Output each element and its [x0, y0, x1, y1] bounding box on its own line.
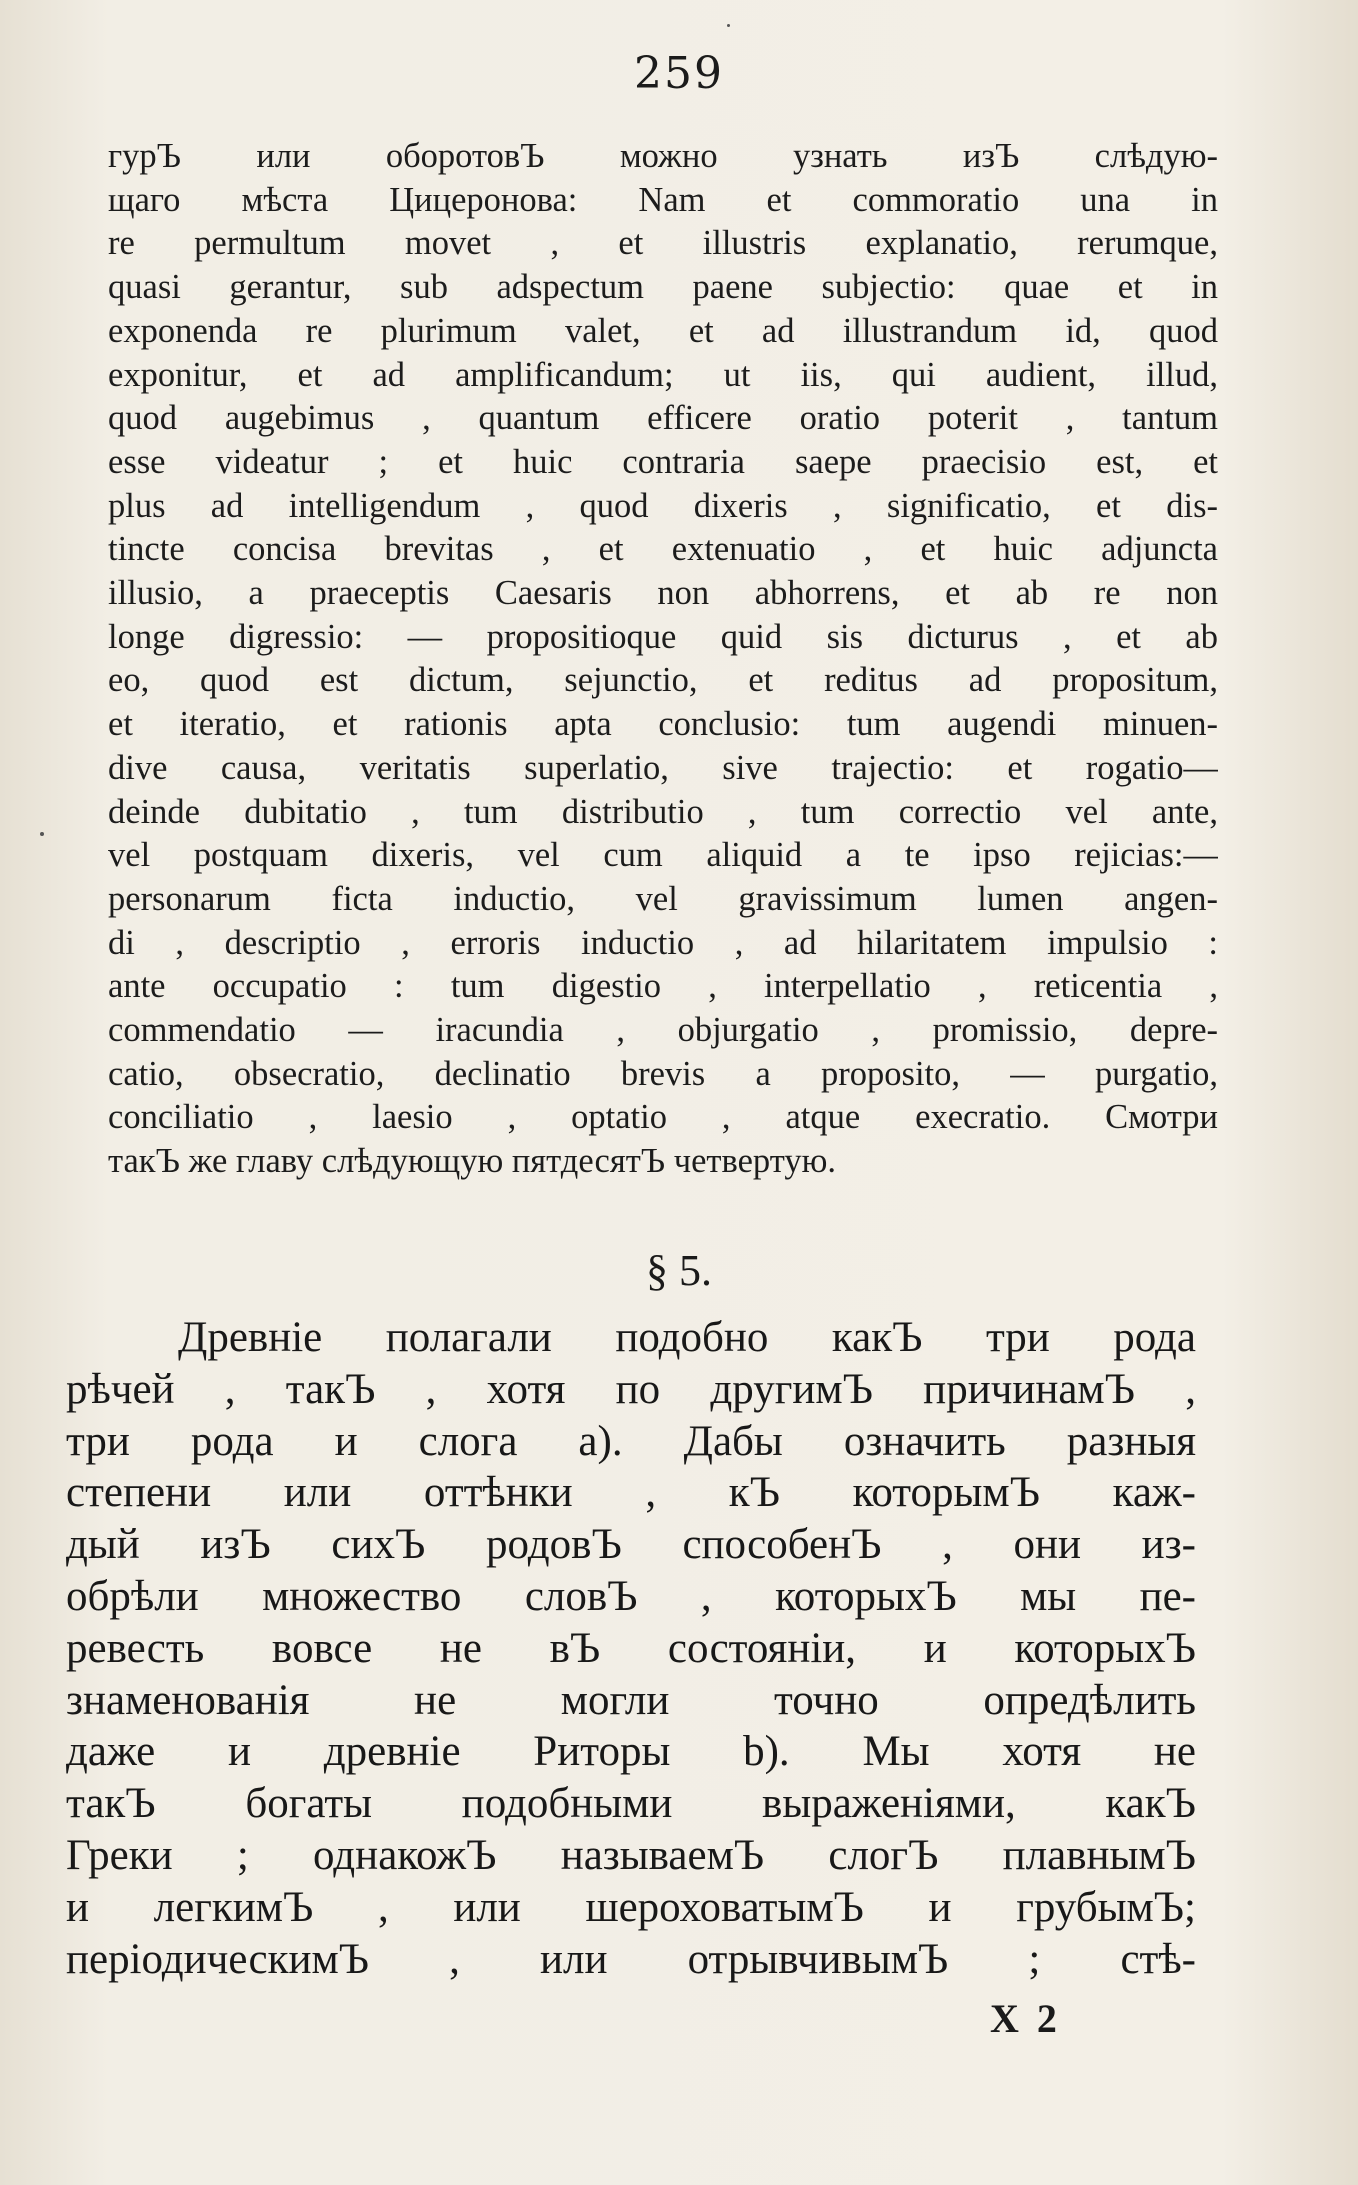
- text-line: и легкимЪ , или шероховатымЪ и грубымЪ;: [66, 1883, 1196, 1931]
- section-heading: § 5.: [646, 1246, 712, 1295]
- text-line: даже и древніе Риторы b). Мы хотя не: [66, 1728, 1196, 1776]
- text-line: дый изЪ сихЪ родовЪ способенЪ , они из-: [66, 1521, 1196, 1569]
- text-line: quod augebimus , quantum efficere oratio poterit , tantum: [108, 399, 1218, 438]
- text-line: longe digressio: — propositioque quid sis dicturus , et ab: [108, 617, 1218, 656]
- text-line: re permultum movet , et illustris explanatio, rerumque,: [108, 224, 1218, 263]
- text-line: періодическимЪ , или отрывчивымЪ ; стѣ-: [66, 1935, 1196, 1983]
- body-paragraph: [66, 1312, 1196, 1985]
- paper-speck: [727, 24, 730, 27]
- text-line: рѣчей , такЪ , хотя по другимЪ причинамЪ ,: [66, 1365, 1196, 1413]
- text-line: такЪ богаты подобными выраженіями, какЪ: [66, 1780, 1196, 1828]
- text-line: quasi gerantur, sub adspectum paene subjectio: quae et in: [108, 268, 1218, 307]
- text-line: exponitur, et ad amplificandum; ut iis, qui audient, illud,: [108, 355, 1218, 394]
- text-line: ante occupatio : tum digestio , interpellatio , reticentia ,: [108, 967, 1218, 1006]
- text-line: catio, obsecratio, declinatio brevis a proposito, — purgatio,: [108, 1054, 1218, 1093]
- text-line: conciliatio , laesio , optatio , atque execratio. Смотри: [108, 1098, 1218, 1137]
- text-line: ревесть вовсе не вЪ состояніи, и которыхЪ: [66, 1624, 1196, 1672]
- text-line: Древніе полагали подобно какЪ три рода: [178, 1314, 1196, 1361]
- paper-speck: [40, 832, 44, 836]
- text-line: di , descriptio , erroris inductio , ad hilaritatem impulsio :: [108, 923, 1218, 962]
- text-line: гурЪ или оборотовЪ можно узнать изЪ слѣдую-: [108, 137, 1218, 175]
- text-line: vel postquam dixeris, vel cum aliquid a te ipso rejicias:—: [108, 836, 1218, 875]
- text-line: illusio, a praeceptis Caesaris non abhorrens, et ab re non: [108, 574, 1218, 613]
- text-line: знаменованія не могли точно опредѣлить: [66, 1676, 1196, 1724]
- text-line: esse videatur ; et huic contraria saepe praecisio est, et: [108, 442, 1218, 481]
- text-line: степени или оттѣнки , кЪ которымЪ каж-: [66, 1469, 1196, 1517]
- text-line: три рода и слога а). Дабы означить разныя: [66, 1417, 1196, 1465]
- text-line: dive causa, veritatis superlatio, sive trajectio: et rogatio—: [108, 748, 1218, 787]
- text-line: tincte concisa brevitas , et extenuatio , et huic adjuncta: [108, 530, 1218, 569]
- text-line: commendatio — iracundia , objurgatio , promissio, depre-: [108, 1011, 1218, 1050]
- signature-mark: X 2: [990, 1996, 1061, 2041]
- text-line: exponenda re plurimum valet, et ad illustrandum id, quod: [108, 311, 1218, 350]
- text-line: щаго мѣста Цицеронова: Nam et commoratio una in: [108, 180, 1218, 219]
- text-line: plus ad intelligendum , quod dixeris , significatio, et dis-: [108, 486, 1218, 525]
- text-line: et iteratio, et rationis apta conclusio: tum augendi minuen-: [108, 705, 1218, 744]
- quotation-block: [108, 135, 1218, 1184]
- text-line: deinde dubitatio , tum distributio , tum correctio vel ante,: [108, 792, 1218, 831]
- page-number: 259: [634, 48, 724, 99]
- text-line: Греки ; однакожЪ называемЪ слогЪ плавнымЪ: [66, 1831, 1196, 1879]
- text-line: eo, quod est dictum, sejunctio, et reditus ad propositum,: [108, 661, 1218, 700]
- text-line: обрѣли множество словЪ , которыхЪ мы пе-: [66, 1572, 1196, 1620]
- text-line: personarum ficta inductio, vel gravissimum lumen angen-: [108, 879, 1218, 918]
- text-line: такЪ же главу слѣдующую пятдесятЪ четвертую.: [108, 1142, 836, 1181]
